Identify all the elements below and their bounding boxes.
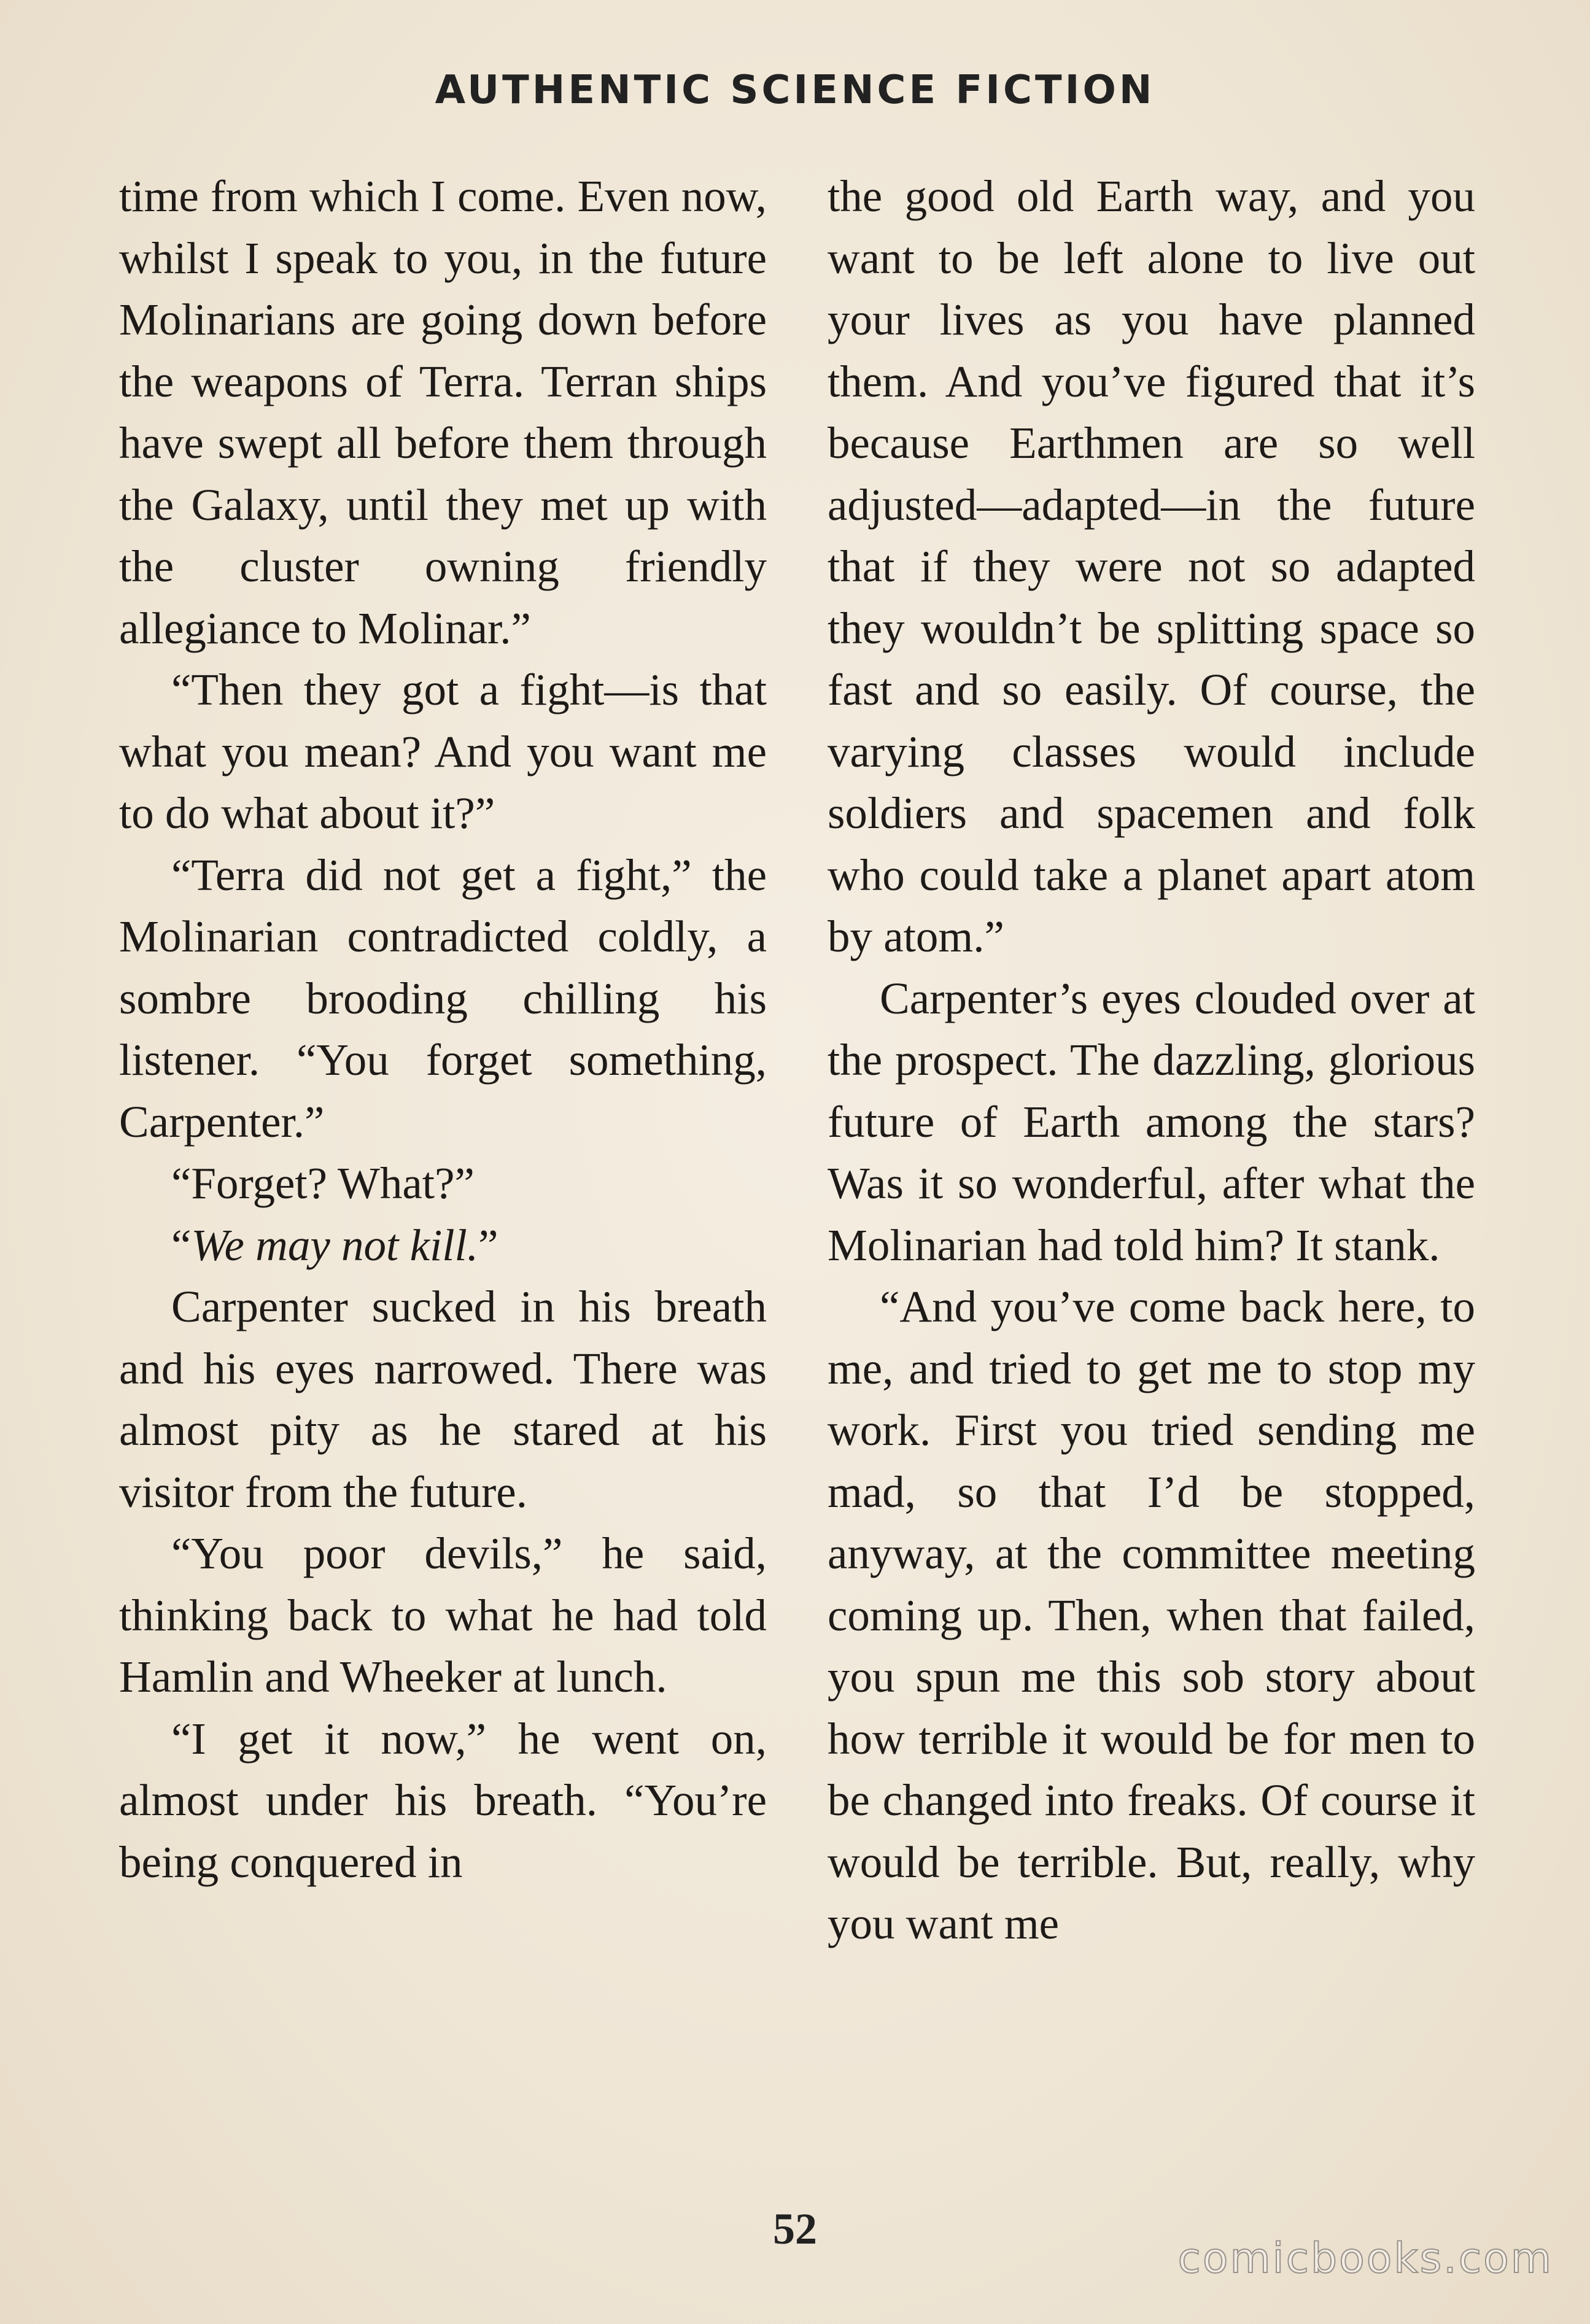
paragraph: “Then they got a fight—is that what you mean? And you want me to do what about it?” bbox=[119, 665, 767, 838]
paragraph: time from which I come. Even now, whilst I speak to you, in the future Molinarians are going down before the weapons of Terra. Terran ships have swept all before them through the Galaxy, until they met up with the cluster owning friendly allegiance to Molinar.” bbox=[119, 171, 767, 653]
running-head: AUTHENTIC SCIENCE FICTION bbox=[435, 68, 1155, 113]
paragraph: Carpenter’s eyes clouded over at the prospect. The dazzling, glorious future of Earth among the stars? Was it so wonderful, after what the Molinarian had told him? It stank. bbox=[828, 973, 1475, 1270]
paragraph: “Terra did not get a fight,” the Molinarian contradicted coldly, a sombre brooding chilling his listener. “You forget something, Carpenter.” bbox=[119, 850, 767, 1147]
italic-text: We may not kill. bbox=[191, 1220, 479, 1270]
paragraph-italic-quote bbox=[119, 1215, 767, 1277]
open-quote: “ bbox=[171, 1220, 192, 1270]
close-quote: ” bbox=[478, 1220, 498, 1270]
right-column bbox=[828, 166, 1475, 2191]
paragraph: “And you’ve come back here, to me, and tried to get me to stop my work. First you tried sending me mad, so that I’d be stopped, anyway, at the committee meeting coming up. Then, when that failed, you spun me this sob story about how terrible it would be for men to be changed into freaks. Of course it would be terrible. But, really, why you want me bbox=[828, 1282, 1475, 1948]
paragraph: “I get it now,” he went on, almost under his breath. “You’re being conquered in bbox=[119, 1713, 767, 1887]
paragraph: “You poor devils,” he said, thinking back to what he had told Hamlin and Wheeker at lunch. bbox=[119, 1528, 767, 1702]
paragraph: the good old Earth way, and you want to be left alone to live out your lives as you have planned them. And you’ve figured that it’s because Earthmen are so well adjusted—adapted—in the future that if they were not so adapted they wouldn’t be splitting space so fast and so easily. Of course, the varying classes would include soldiers and spacemen and folk who could take a planet apart atom by atom.” bbox=[828, 171, 1475, 961]
page-number: 52 bbox=[773, 2204, 817, 2253]
paragraph: “Forget? What?” bbox=[171, 1158, 475, 1208]
paragraph: Carpenter sucked in his breath and his eyes narrowed. There was almost pity as he stared at his visitor from the future. bbox=[119, 1282, 767, 1517]
left-column bbox=[119, 166, 767, 2191]
watermark: comicbooks.com bbox=[1177, 2234, 1553, 2283]
